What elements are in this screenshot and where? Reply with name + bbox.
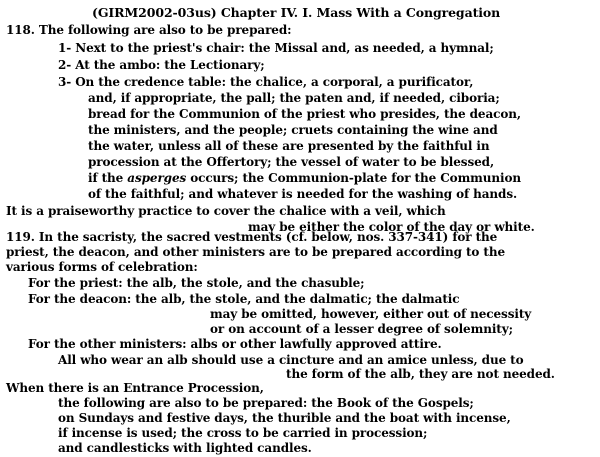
deacon-vestments-line-3: or on account of a lesser degree of solemnity; [210,322,513,336]
priest-vestments: For the priest: the alb, the stole, and the chasuble; [28,276,365,290]
entrance-procession-line-1: When there is an Entrance Procession, [6,381,264,395]
item-3-line-8: of the faithful; and whatever is needed for the washing of hands. [88,187,518,201]
item-1: 1- Next to the priest's chair: the Missal and, as needed, a hymnal; [58,41,494,55]
item-3-line-2: and, if appropriate, the pall; the paten and, if needed, ciboria; [88,91,500,105]
item-3-line-4: the ministers, and the people; cruets containing the wine and [88,123,498,137]
item-3-line-3: bread for the Communion of the priest who presides, the deacon, [88,107,521,121]
item-2: 2- At the ambo: the Lectionary; [58,58,265,72]
item-3-line-7-start: if the [88,171,128,185]
asperges-italic: asperges [127,171,187,185]
document-title: (GIRM2002-03us) Chapter IV. I. Mass With a Congregation [92,5,501,20]
other-ministers-vestments: For the other ministers: albs or other lawfully approved attire. [28,337,442,351]
item-3-line-7-end: occurs; the Communion-plate for the Communion [186,171,522,185]
item-3-line-5: the water, unless all of these are presented by the faithful in [88,139,490,153]
section-119-line-1: 119. In the sacristy, the sacred vestments (cf. below, nos. 337-341) for the [6,230,498,244]
deacon-vestments-line-1: For the deacon: the alb, the stole, and the dalmatic; the dalmatic [28,292,460,306]
entrance-procession-line-3: on Sundays and festive days, the thurible and the boat with incense, [58,411,511,425]
entrance-procession-line-2: the following are also to be prepared: the Book of the Gospels; [58,396,474,410]
section-118-heading: 118. The following are also to be prepared: [6,23,292,37]
alb-note-line-2: the form of the alb, they are not needed. [286,367,555,381]
item-3-line-6: procession at the Offertory; the vessel of water to be blessed, [88,155,495,169]
veil-note-line-2: may be either the color of the day or white. [248,220,535,234]
section-119-line-3: various forms of celebration: [6,260,198,274]
entrance-procession-line-4: if incense is used; the cross to be carried in procession; [58,426,428,440]
item-3-line-7 [88,171,521,186]
item-3-line-1: 3- On the credence table: the chalice, a corporal, a purificator, [58,75,474,89]
section-119-line-2: priest, the deacon, and other ministers are to be prepared according to the [6,245,505,259]
alb-note-line-1: All who wear an alb should use a cincture and an amice unless, due to [58,353,524,367]
deacon-vestments-line-2: may be omitted, however, either out of necessity [210,307,532,321]
entrance-procession-line-5: and candlesticks with lighted candles. [58,441,312,455]
veil-note-line-1: It is a praiseworthy practice to cover the chalice with a veil, which [6,204,446,218]
